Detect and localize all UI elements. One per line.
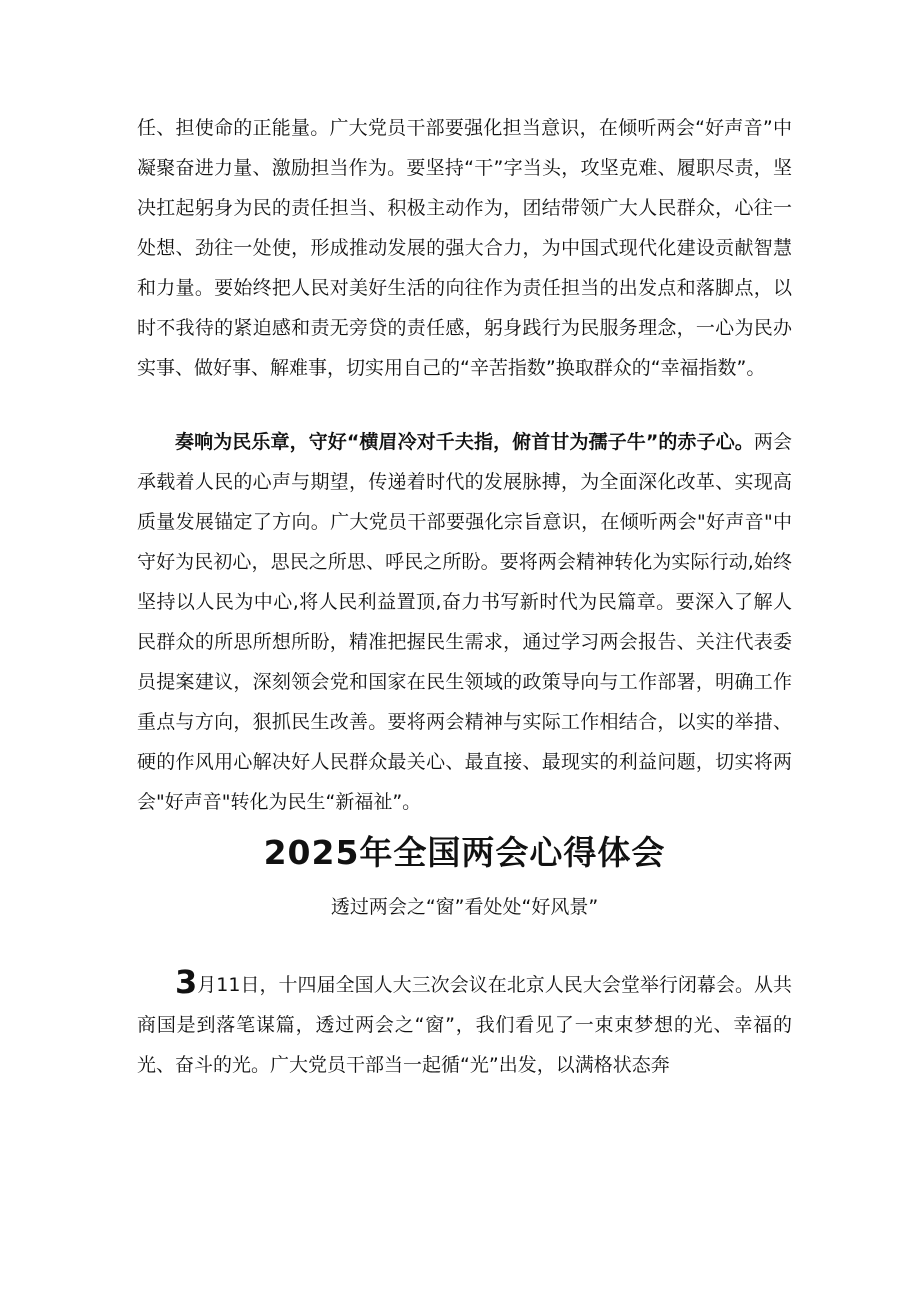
paragraph-text: 月11日，十四届全国人大三次会议在北京人民大会堂举行闭幕会。从共商国是到落笔谋篇，透过两会之“窗”，我们看见了一束束梦想的光、幸福的光、奋斗的光。广大党员干部当一起循“光”出发，以满格状态奔 — [137, 974, 792, 1076]
document-title — [137, 828, 792, 878]
paragraph-spacer — [137, 388, 792, 422]
paragraph-spacer — [137, 922, 792, 962]
paragraph-lead-heading: 奏响为民乐章，守好“横眉冷对千夫指，俯首甘为孺子牛”的赤子心。 — [175, 431, 754, 453]
paragraph-intro — [137, 962, 792, 1085]
paragraph-text: 两会承载着人民的心声与期望，传递着时代的发展脉搏，为全面深化改革、实现高质量发展锚定了方向。广大党员干部要强化宗旨意识，在倾听两会"好声音"中守好为民初心，思民之所思、呼民之所盼。要将两会精神转化为实际行动,始终坚持以人民为中心,将人民利益置顶,奋力书写新时代为民篇章。要深入了解人民群众的所思所想所盼，精准把握民生需求，通过学习两会报告、关注代表委员提案建议，深刻领会党和国家在民生领域的政策导向与工作部署，明确工作重点与方向，狠抓民生改善。要将两会精神与实际工作相结合，以实的举措、硬的作风用心解决好人民群众最关心、最直接、最现实的利益问题，切实将两会"好声音"转化为民生“新福祉”。 — [137, 431, 792, 813]
paragraph-people — [137, 422, 792, 822]
document-subtitle: 透过两会之“窗”看处处“好风景” — [330, 896, 599, 918]
paragraph-text: 任、担使命的正能量。广大党员干部要强化担当意识，在倾听两会“好声音”中凝聚奋进力量、激励担当作为。要坚持“干”字当头，攻坚克难、履职尽责，坚决扛起躬身为民的责任担当、积极主动作为，团结带领广大人民群众，心往一处想、劲往一处使，形成推动发展的强大合力，为中国式现代化建设贡献智慧和力量。要始终把人民对美好生活的向往作为责任担当的出发点和落脚点，以时不我待的紧迫感和责无旁贷的责任感，躬身践行为民服务理念，一心为民办实事、做好事、解难事，切实用自己的“辛苦指数”换取群众的“幸福指数”。 — [137, 117, 792, 379]
document-page — [137, 108, 792, 1085]
date-number: 3 — [175, 963, 198, 1001]
paragraph-responsibility — [137, 108, 792, 388]
title-text: 年全国两会心得体会 — [359, 833, 666, 872]
title-year: 2025 — [263, 833, 360, 872]
